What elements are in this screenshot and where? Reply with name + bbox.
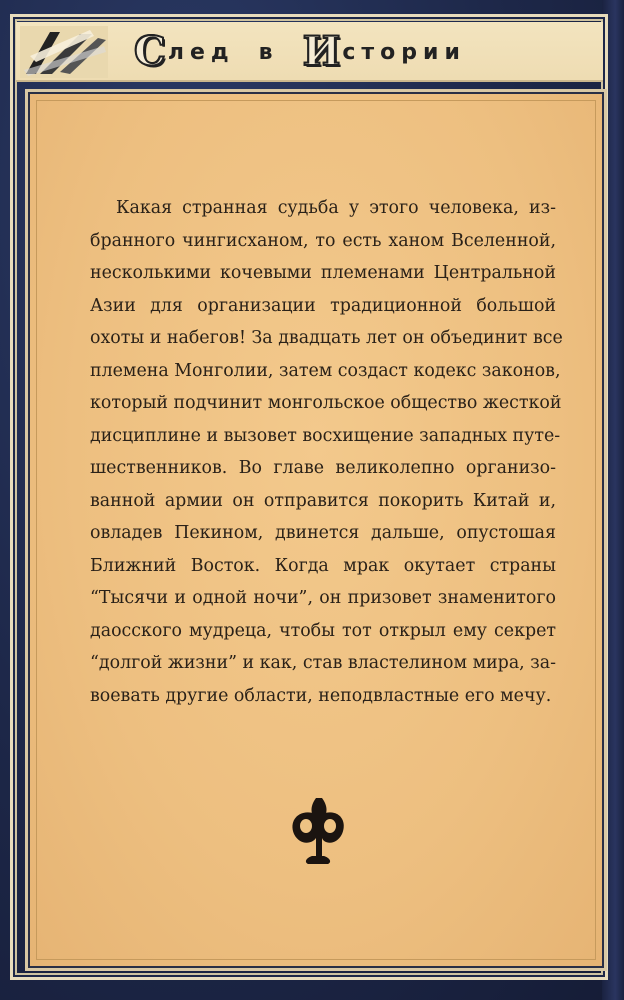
blurb-line: даосского мудреца, чтобы тот открыл ему секрет xyxy=(90,620,556,641)
blurb-panel xyxy=(28,92,604,968)
blurb-line: воевать другие области, неподвластные его мечу. xyxy=(90,685,552,706)
blurb-line: Азии для организации традиционной большой xyxy=(90,295,556,316)
series-title xyxy=(134,30,604,74)
blurb-line: дисциплине и вызовет восхищение западных путе- xyxy=(90,425,561,446)
blurb-text xyxy=(90,192,563,712)
blurb-line: Какая странная судьба у этого человека, из- xyxy=(116,198,556,218)
series-title-word-3: стории xyxy=(342,39,466,65)
blurb-line: несколькими кочевыми племенами Центральной xyxy=(90,263,556,283)
blurb-line: который подчинит монгольское общество жесткой xyxy=(90,393,562,413)
blurb-line: “долгой жизни” и как, став властелином мира, за- xyxy=(90,653,556,673)
series-title-initial-i: И xyxy=(302,28,341,75)
series-title-word-1: лед xyxy=(167,39,235,65)
blurb-line: шественников. Во главе великолепно организо- xyxy=(90,458,556,478)
blurb-line: овладев Пекином, двинется дальше, опустошая xyxy=(90,523,556,543)
blurb-line: охоты и набегов! За двадцать лет он объединит все xyxy=(90,328,563,348)
series-title-initial-s: С xyxy=(134,28,166,75)
blurb-line: племена Монголии, затем создаст кодекс законов, xyxy=(90,360,561,381)
blurb-line: бранного чингисханом, то есть ханом Вселенной, xyxy=(90,230,556,251)
series-emblem-icon xyxy=(20,26,108,78)
blurb-line: Ближний Восток. Когда мрак окутает страны xyxy=(90,555,556,576)
blurb-line: “Тысячи и одной ночи”, он призовет знаменитого xyxy=(90,588,556,608)
blurb-line: ванной армии он отправится покорить Китай и, xyxy=(90,490,556,511)
series-header xyxy=(16,22,603,82)
series-title-word-2: в xyxy=(258,39,279,65)
phoenix-f-logo-icon xyxy=(286,794,350,864)
